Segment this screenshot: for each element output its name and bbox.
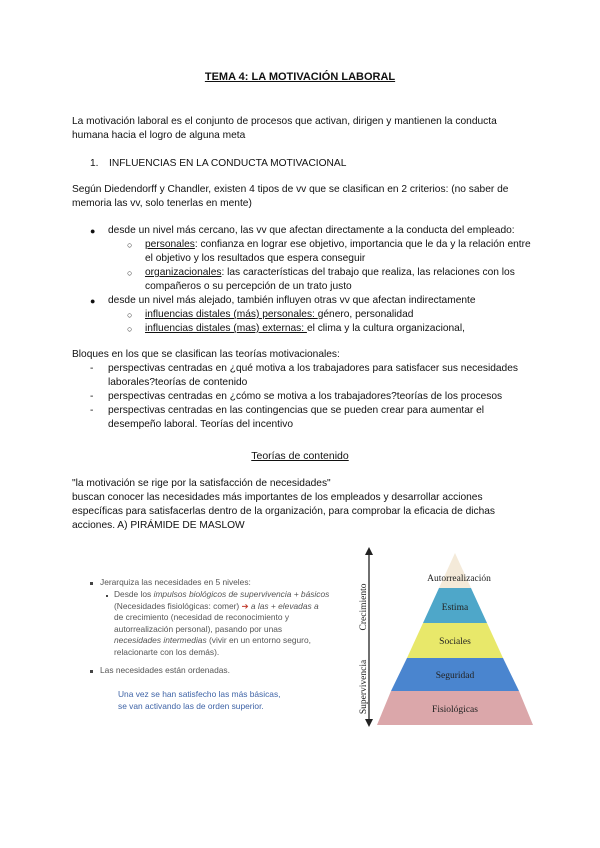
pyramid-label-fisiologicas: Fisiológicas xyxy=(432,705,478,715)
axis-top-label: Crecimiento xyxy=(359,583,369,631)
bloque-2: perspectivas centradas en ¿cómo se motiva a los trabajadores?teorías de los procesos xyxy=(108,391,503,402)
bloque-1-line-2: laborales?teorías de contenido xyxy=(108,377,248,388)
bullet-dot-icon: ● xyxy=(90,226,96,236)
dash-icon: - xyxy=(90,405,94,416)
axis-bottom-label: Supervivencia xyxy=(359,659,369,715)
criteria-line-1: Según Diedendorff y Chandler, existen 4 tipos de vv que se clasifican en 2 criterios: (no saber de xyxy=(72,184,509,195)
pyramid-label-sociales: Sociales xyxy=(439,637,471,647)
distal-personal-line xyxy=(145,308,413,322)
organizacionales-label: organizacionales xyxy=(145,267,222,278)
organizacionales-text: : las características del trabajo que realiza, las relaciones con los xyxy=(221,267,515,278)
axis-arrow-up-icon xyxy=(365,547,373,555)
personales-text: : confianza en lograr ese objetivo, importancia que le da y la relación entre xyxy=(194,239,531,250)
slide-line-2: (Necesidades fisiológicas: comer) ➔ a las + elevadas a xyxy=(114,600,319,611)
far-level-line: desde un nivel más alejado, también influyen otras vv que afectan indirectamente xyxy=(108,295,476,306)
axis-arrow-down-icon xyxy=(365,719,373,727)
bullet-square-icon xyxy=(90,582,93,585)
bloque-1-line-1: perspectivas centradas en ¿qué motiva a los trabajadores para satisfacer sus necesidades xyxy=(108,363,518,374)
distal-external-text: el clima y la cultura organizacional, xyxy=(306,323,465,334)
distal-external-label: influencias distales (mas) externas: xyxy=(145,323,307,334)
pyramid-label-estima: Estima xyxy=(441,603,469,613)
slide-bullet-1: Jerarquiza las necesidades en 5 niveles: xyxy=(100,577,251,587)
bullet-dot-icon: ● xyxy=(90,296,96,306)
distal-personal-text: género, personalidad xyxy=(317,309,414,320)
slide-line-5: necesidades intermedias (vivir en un entorno seguro, xyxy=(114,635,311,645)
bullet-small-icon xyxy=(106,595,108,597)
slide-note-2: se van activando las de orden superior. xyxy=(118,700,264,711)
distal-personal-label: influencias distales (más) personales: xyxy=(145,309,318,320)
organizacionales-line-2: compañeros o su percepción de un trato justo xyxy=(145,281,352,292)
section-number: 1. xyxy=(90,158,99,169)
distal-external-line xyxy=(145,322,465,336)
intro-line-1: La motivación laboral es el conjunto de procesos que activan, dirigen y mantienen la conducta xyxy=(72,116,497,127)
pyramid-label-autorrealizacion: Autorrealización xyxy=(427,574,491,584)
criteria-line-2: memoria las vv, solo tenerlas en mente) xyxy=(72,198,252,209)
dash-icon: - xyxy=(90,391,94,402)
slide-line-4: autorrealización personal), pasando por unas xyxy=(114,623,283,634)
bullet-square-icon xyxy=(90,670,93,673)
intro-line-2: humana hacia el logro de alguna meta xyxy=(72,130,246,141)
page-title: TEMA 4: LA MOTIVACIÓN LABORAL xyxy=(204,71,396,83)
slide-bullet-2: Las necesidades están ordenadas. xyxy=(100,665,230,675)
bloque-3-line-2: desempeño laboral. Teorías del incentivo xyxy=(108,419,293,430)
contenido-line-1: buscan conocer las necesidades más importantes de los empleados y desarrollar acciones xyxy=(72,492,483,503)
slide-line-6: relacionarte con los demás). xyxy=(114,646,220,657)
pyramid-label-seguridad: Seguridad xyxy=(435,671,475,681)
near-level-line: desde un nivel más cercano, las vv que afectan directamente a la conducta del empleado: xyxy=(108,225,515,236)
personales-label: personales xyxy=(145,239,195,250)
bullet-circle-icon: ○ xyxy=(127,310,133,320)
bloques-heading: Bloques en los que se clasifican las teorías motivacionales: xyxy=(72,349,340,360)
organizacionales-line-1 xyxy=(145,266,515,280)
contenido-line-2: específicas para satisfacerlas dentro de la organización, para comprobar la eficacia de dichas xyxy=(72,506,496,517)
personales-line-1 xyxy=(145,238,531,252)
contenido-heading: Teorías de contenido xyxy=(251,450,349,462)
slide-note-1: Una vez se han satisfecho las más básicas, xyxy=(118,689,281,699)
contenido-line-3: acciones. A) PIRÁMIDE DE MASLOW xyxy=(72,520,245,531)
maslow-pyramid xyxy=(355,545,545,730)
slide-line-3: de crecimiento (necesidad de reconocimiento y xyxy=(114,612,290,622)
personales-line-2: el objetivo y los resultados que espera conseguir xyxy=(145,253,366,264)
maslow-slide-image xyxy=(84,575,332,725)
bullet-circle-icon: ○ xyxy=(127,268,133,278)
arrow-right-icon: ➔ xyxy=(241,600,249,611)
section-heading: INFLUENCIAS EN LA CONDUCTA MOTIVACIONAL xyxy=(109,158,347,169)
dash-icon: - xyxy=(90,363,94,374)
bloque-3-line-1: perspectivas centradas en las contingencias que se pueden crear para aumentar el xyxy=(108,405,485,416)
contenido-quote: "la motivación se rige por la satisfacción de necesidades" xyxy=(72,478,331,489)
bullet-circle-icon: ○ xyxy=(127,240,133,250)
bullet-circle-icon: ○ xyxy=(127,324,133,334)
slide-line-1: Desde los impulsos biológicos de supervivencia + básicos xyxy=(114,589,330,599)
